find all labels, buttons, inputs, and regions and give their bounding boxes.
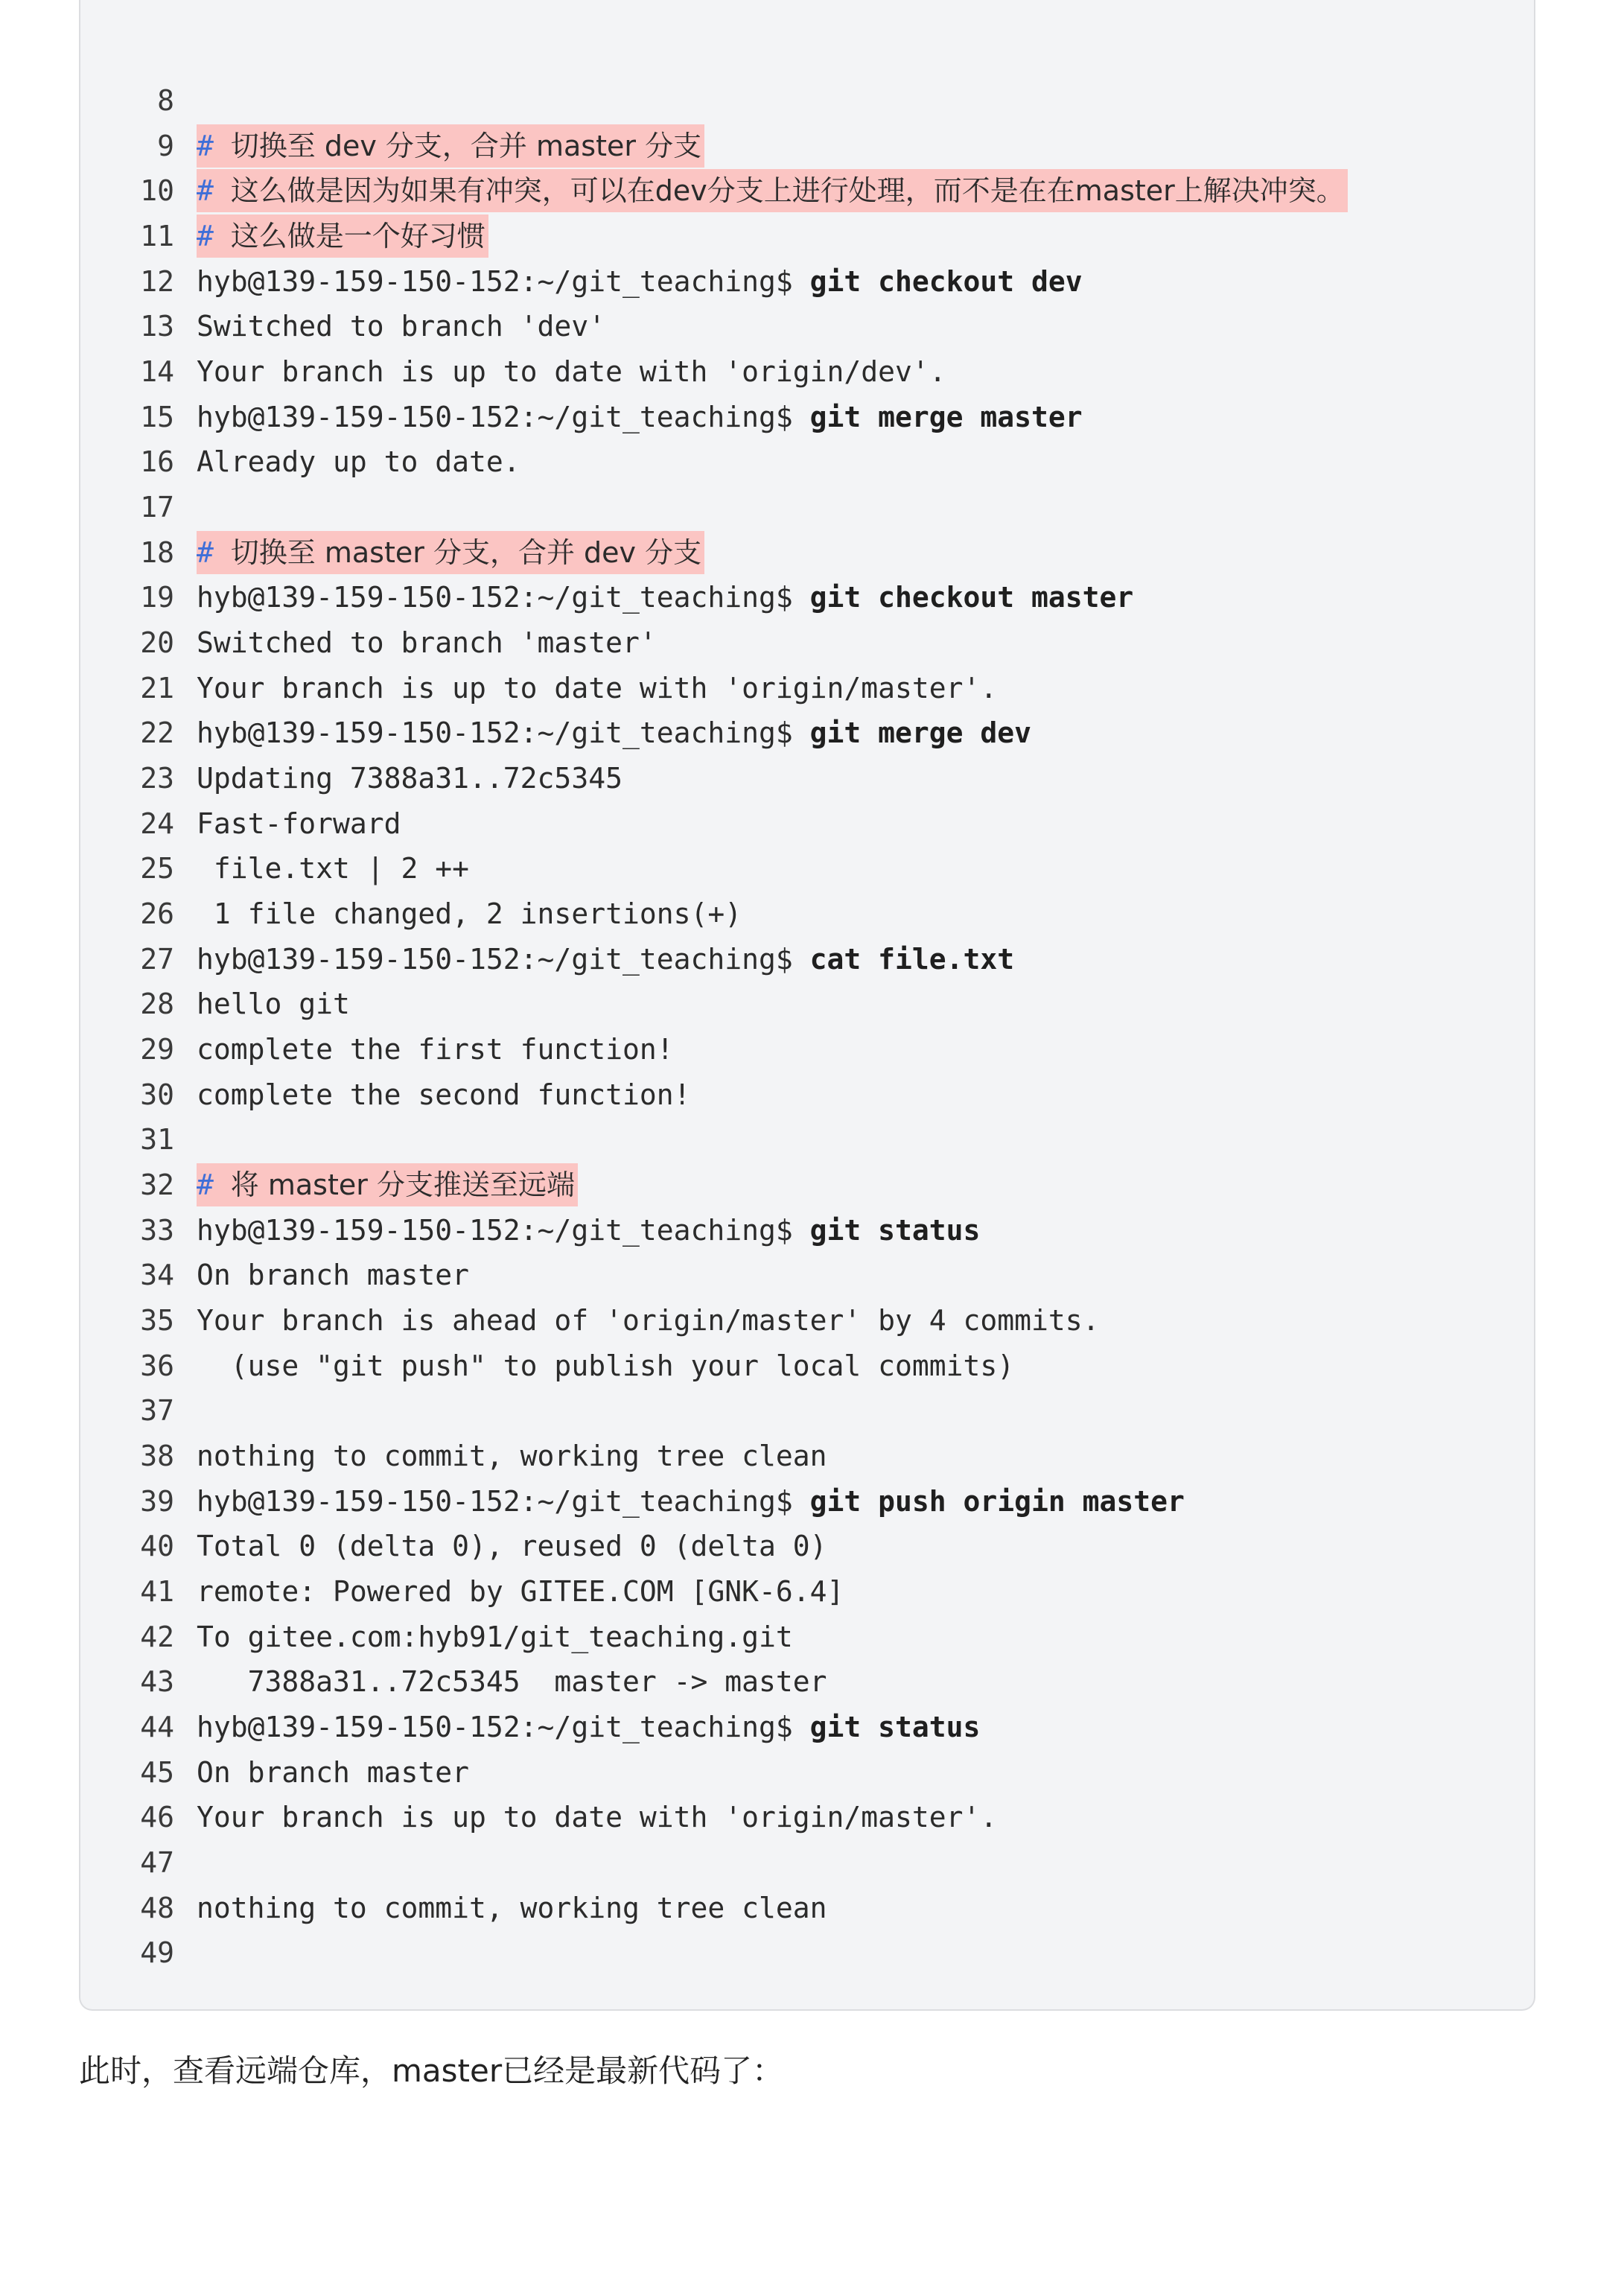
code-line	[80, 575, 1133, 620]
comment-text: 将 master 分支推送至远端	[230, 1168, 575, 1201]
comment-marker: #	[197, 130, 214, 162]
output-text: complete the first function!	[197, 1033, 674, 1066]
output-text: Switched to branch 'dev'	[197, 310, 606, 343]
comment-text: 切换至 dev 分支，合并 master 分支	[230, 130, 702, 162]
output-text: 1 file changed, 2 insertions(+)	[197, 897, 742, 930]
code-line	[80, 1705, 980, 1749]
code-line	[80, 801, 401, 846]
line-number: 16	[140, 445, 174, 478]
line-number: 41	[140, 1575, 174, 1608]
line-number: 25	[140, 852, 174, 885]
code-line	[80, 756, 622, 801]
line-number: 46	[140, 1801, 174, 1834]
shell-command-line	[197, 1479, 1185, 1524]
code-line	[80, 485, 197, 530]
code-line	[80, 304, 605, 349]
comment-marker: #	[197, 1168, 214, 1201]
comment-text: 这么做是因为如果有冲突，可以在dev分支上进行处理，而不是在在master上解决冲突。	[230, 174, 1345, 207]
output-text: nothing to commit, working tree clean	[197, 1440, 827, 1472]
line-number: 15	[140, 401, 174, 433]
code-line	[80, 982, 350, 1026]
shell-command: git checkout dev	[809, 265, 1083, 298]
code-line	[80, 891, 742, 936]
shell-prompt: hyb@139-159-150-152:~/git_teaching$	[197, 401, 810, 433]
code-line	[80, 1750, 469, 1795]
line-number: 34	[140, 1259, 174, 1291]
output-text: remote: Powered by GITEE.COM [GNK-6.4]	[197, 1575, 844, 1608]
line-number: 21	[140, 672, 174, 705]
line-number: 38	[140, 1440, 174, 1472]
line-number: 47	[140, 1846, 174, 1879]
output-text: Updating 7388a31..72c5345	[197, 762, 622, 795]
shell-command: git checkout master	[809, 581, 1134, 614]
line-number: 18	[140, 536, 174, 569]
line-number: 49	[140, 1936, 174, 1969]
output-text: Switched to branch 'master'	[197, 626, 657, 659]
code-line	[80, 395, 1083, 439]
code-line	[80, 1569, 844, 1614]
shell-prompt: hyb@139-159-150-152:~/git_teaching$	[197, 716, 810, 749]
line-number: 8	[157, 84, 174, 117]
code-line	[80, 1886, 827, 1930]
code-line	[80, 1840, 197, 1885]
code-line	[80, 1524, 827, 1568]
shell-command-line	[197, 395, 1083, 439]
code-line	[80, 214, 488, 258]
shell-command-line	[197, 259, 1083, 304]
highlighted-comment	[197, 214, 488, 258]
line-number: 9	[157, 130, 174, 162]
line-number: 30	[140, 1078, 174, 1111]
shell-prompt: hyb@139-159-150-152:~/git_teaching$	[197, 1214, 810, 1247]
output-text: file.txt | 2 ++	[197, 852, 470, 885]
code-line	[80, 1298, 1100, 1343]
output-text: Your branch is ahead of 'origin/master' by 4 commits.	[197, 1304, 1100, 1337]
code-line	[80, 1027, 674, 1072]
line-number: 43	[140, 1665, 174, 1698]
shell-prompt: hyb@139-159-150-152:~/git_teaching$	[197, 581, 810, 614]
output-text: Your branch is up to date with 'origin/master'.	[197, 672, 998, 705]
line-number: 12	[140, 265, 174, 298]
comment-marker: #	[197, 220, 214, 252]
output-text: On branch master	[197, 1756, 470, 1789]
line-number: 26	[140, 897, 174, 930]
shell-command: cat file.txt	[809, 943, 1015, 976]
output-text: On branch master	[197, 1259, 470, 1291]
code-line	[80, 439, 520, 484]
caption-paragraph: 此时，查看远端仓库，master已经是最新代码了：	[79, 2052, 784, 2089]
line-number: 13	[140, 310, 174, 343]
output-text: complete the second function!	[197, 1078, 691, 1111]
code-line	[80, 1072, 690, 1117]
shell-command: git status	[809, 1711, 981, 1743]
line-number: 36	[140, 1349, 174, 1382]
code-line	[80, 1795, 997, 1839]
code-line	[80, 666, 997, 710]
line-number: 24	[140, 807, 174, 840]
code-line	[80, 1434, 827, 1478]
comment-text: 这么做是一个好习惯	[230, 220, 485, 252]
output-text: Total 0 (delta 0), reused 0 (delta 0)	[197, 1530, 827, 1562]
line-number: 33	[140, 1214, 174, 1247]
code-line	[80, 349, 946, 394]
highlighted-comment	[197, 169, 1348, 212]
code-line	[80, 168, 1348, 213]
code-line	[80, 259, 1083, 304]
highlighted-comment	[197, 124, 704, 168]
highlighted-comment	[197, 531, 704, 574]
output-text: Already up to date.	[197, 445, 520, 478]
line-number: 27	[140, 943, 174, 976]
code-line	[80, 1253, 469, 1297]
code-line	[80, 530, 704, 575]
line-number: 39	[140, 1485, 174, 1518]
shell-command: git push origin master	[809, 1485, 1185, 1518]
output-text: Fast-forward	[197, 807, 401, 840]
shell-command-line	[197, 937, 1014, 982]
shell-command-line	[197, 710, 1031, 755]
line-number: 42	[140, 1621, 174, 1653]
line-number: 40	[140, 1530, 174, 1562]
code-line	[80, 1388, 197, 1433]
line-number: 10	[140, 174, 174, 207]
line-number: 17	[140, 491, 174, 524]
output-text: (use "git push" to publish your local commits)	[197, 1349, 1015, 1382]
line-number: 35	[140, 1304, 174, 1337]
shell-command-line	[197, 1705, 980, 1749]
shell-prompt: hyb@139-159-150-152:~/git_teaching$	[197, 1711, 810, 1743]
shell-prompt: hyb@139-159-150-152:~/git_teaching$	[197, 265, 810, 298]
code-line	[80, 1615, 793, 1659]
shell-command-line	[197, 575, 1133, 620]
code-line	[80, 710, 1031, 755]
comment-marker: #	[197, 536, 214, 569]
line-number: 37	[140, 1394, 174, 1427]
shell-prompt: hyb@139-159-150-152:~/git_teaching$	[197, 943, 810, 976]
highlighted-comment	[197, 1163, 578, 1206]
code-line	[80, 620, 657, 665]
line-number: 23	[140, 762, 174, 795]
code-line	[80, 1208, 980, 1253]
output-text: To gitee.com:hyb91/git_teaching.git	[197, 1621, 793, 1653]
output-text: 7388a31..72c5345 master -> master	[197, 1665, 827, 1698]
code-line	[80, 124, 704, 168]
line-number: 11	[140, 220, 174, 252]
code-line	[80, 1930, 197, 1975]
output-text: Your branch is up to date with 'origin/dev'.	[197, 355, 946, 388]
line-number: 31	[140, 1123, 174, 1156]
shell-prompt: hyb@139-159-150-152:~/git_teaching$	[197, 1485, 810, 1518]
code-line	[80, 1163, 578, 1207]
code-line	[80, 1117, 197, 1162]
code-block	[79, 0, 1535, 2011]
shell-command: git status	[809, 1214, 981, 1247]
line-number: 19	[140, 581, 174, 614]
shell-command-line	[197, 1208, 980, 1253]
line-number: 48	[140, 1892, 174, 1924]
line-number: 14	[140, 355, 174, 388]
comment-marker: #	[197, 174, 214, 207]
line-number: 44	[140, 1711, 174, 1743]
line-number: 32	[140, 1168, 174, 1201]
output-text: nothing to commit, working tree clean	[197, 1892, 827, 1924]
line-number: 20	[140, 626, 174, 659]
shell-command: git merge master	[809, 401, 1083, 433]
code-line	[80, 1343, 1014, 1388]
code-line	[80, 78, 197, 123]
shell-command: git merge dev	[809, 716, 1032, 749]
code-line	[80, 846, 469, 891]
line-number: 28	[140, 988, 174, 1020]
code-line	[80, 937, 1014, 982]
code-line	[80, 1659, 827, 1704]
output-text: hello git	[197, 988, 350, 1020]
line-number: 45	[140, 1756, 174, 1789]
code-line	[80, 1479, 1185, 1524]
line-number: 29	[140, 1033, 174, 1066]
comment-text: 切换至 master 分支，合并 dev 分支	[230, 536, 702, 569]
line-number: 22	[140, 716, 174, 749]
output-text: Your branch is up to date with 'origin/master'.	[197, 1801, 998, 1834]
